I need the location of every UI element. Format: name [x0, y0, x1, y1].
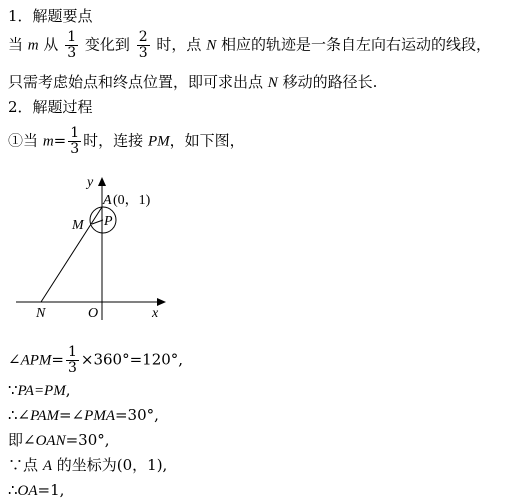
eq1-rest: ×360°=120°, [80, 350, 184, 369]
fraction-denominator: 3 [70, 141, 80, 157]
eq5-t2: 的坐标为(0，1), [56, 456, 168, 474]
equation-A-coords [8, 455, 167, 476]
fraction-one-third [66, 345, 79, 376]
p2-t2: 移动的路径长. [282, 73, 378, 91]
because-symbol: ∵ [8, 381, 18, 399]
y-axis-arrow [98, 177, 106, 186]
fraction-numerator: 2 [138, 29, 148, 45]
step1-t3: ，如下图， [169, 131, 245, 150]
angle-OAN: ∠OAN [23, 433, 66, 449]
angle-PMA: ∠PMA [71, 408, 115, 424]
label-O: O [88, 306, 99, 321]
therefore-symbol: ∴ [8, 406, 18, 424]
section-heading-2-text: 2．解题过程 [8, 98, 93, 116]
point-A: A [42, 458, 52, 474]
eq5-t1: 点 [23, 456, 39, 474]
eq6-end: =1, [37, 481, 65, 499]
angle-APM: ∠APM [8, 352, 52, 369]
expr-PA-PM: PA=PM [17, 383, 66, 399]
step1-t2: 时，连接 [83, 131, 144, 150]
comma: , [65, 381, 71, 399]
var-N: N [267, 75, 278, 91]
fraction-denominator: 3 [138, 45, 148, 61]
label-P: P [104, 214, 113, 229]
segment-OA: OA [17, 483, 38, 499]
label-y: y [87, 175, 94, 190]
therefore-symbol: ∴ [8, 481, 18, 499]
var-N: N [206, 37, 217, 54]
equals: = [53, 131, 67, 150]
step1-t1: 当 [23, 131, 39, 150]
var-m: m [27, 37, 39, 54]
step-1-mark: ① [8, 131, 24, 150]
equation-PAM-PMA [8, 405, 159, 426]
equals: = [59, 406, 72, 424]
eq4-t: 即 [8, 431, 24, 449]
label-N: N [36, 306, 46, 321]
p1-t2: 从 [43, 35, 59, 54]
var-m: m [42, 133, 54, 150]
fraction-numerator: 1 [67, 29, 77, 45]
label-A: A [103, 193, 112, 208]
section-heading-1-text: 1．解题要点 [8, 7, 93, 25]
eq3-end: =30°, [114, 406, 159, 424]
p1-t3: 变化到 [84, 35, 130, 54]
p2-t1: 只需考虑始点和终点位置，即可求出点 [8, 73, 264, 91]
x-axis-arrow [157, 298, 166, 306]
label-A-coords: (0，1) [113, 193, 151, 208]
label-M: M [72, 218, 84, 233]
label-x: x [152, 306, 159, 321]
equation-PA-PM [8, 380, 71, 401]
segment-PM: PM [147, 133, 170, 150]
because-symbol: ∵ [8, 456, 24, 474]
equation-angle-APM [8, 345, 183, 376]
angle-PAM: ∠PAM [17, 408, 60, 424]
p1-t4: 时，点 [156, 35, 202, 54]
fraction-numerator: 1 [70, 125, 80, 141]
equation-OA [8, 480, 64, 501]
fraction-denominator: 3 [67, 360, 77, 376]
fraction-numerator: 1 [67, 344, 77, 360]
equals: = [51, 350, 64, 369]
p1-t5: 相应的轨迹是一条自左向右运动的线段， [221, 35, 492, 54]
p1-t1: 当 [8, 35, 24, 54]
eq4-end: =30°, [65, 431, 110, 449]
equation-OAN [8, 430, 110, 451]
fraction-denominator: 3 [67, 45, 77, 61]
